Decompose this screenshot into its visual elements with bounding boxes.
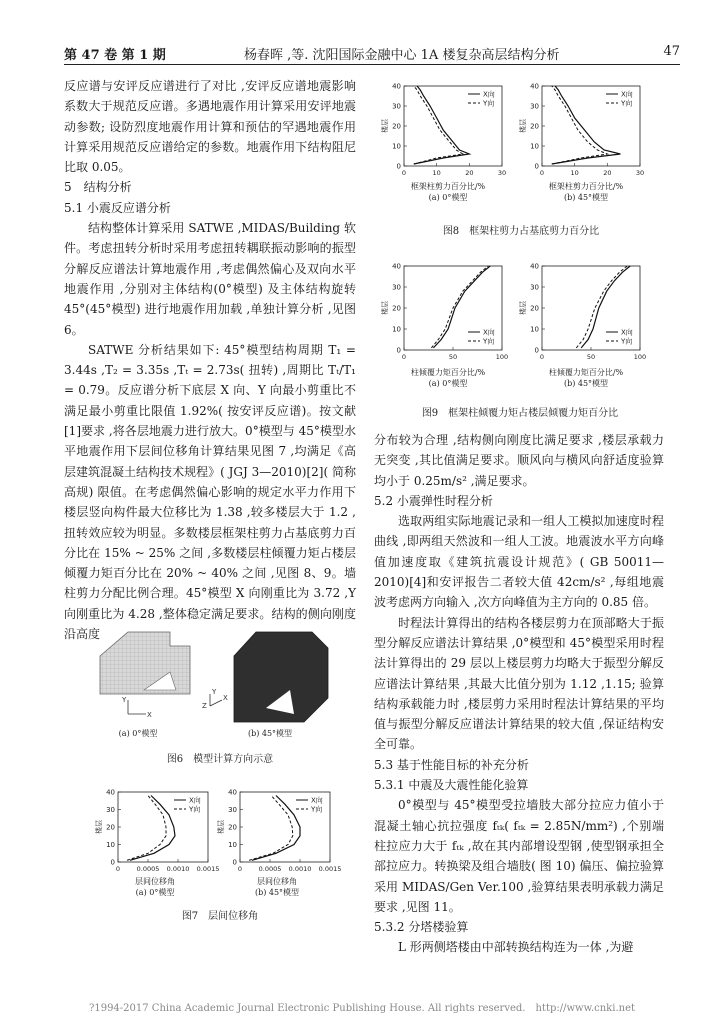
legend-label: Y向 xyxy=(621,99,633,108)
fig6-sub-a: (a) 0°模型 xyxy=(118,729,158,738)
y-axis-label: 楼层 xyxy=(519,301,527,315)
series-line-y xyxy=(431,266,488,348)
y-tick-label: 40 xyxy=(106,788,115,797)
subsubsection-heading: 5.3.2 分塔楼验算 xyxy=(374,920,469,935)
axis-x-label: X xyxy=(147,711,152,719)
paragraph: L 形两侧塔楼由中部转换结构连为一体 ,为避 xyxy=(398,940,634,955)
x-tick-label: 30 xyxy=(497,169,507,177)
y-tick-label: 0 xyxy=(396,346,401,355)
y-tick-label: 10 xyxy=(106,841,115,849)
x-tick-label: 0 xyxy=(115,865,121,873)
axis-glyph-0deg xyxy=(128,700,146,714)
y-tick-label: 30 xyxy=(530,283,539,292)
y-tick-label: 30 xyxy=(228,806,237,814)
paragraph: 时程法计算得出的结构各楼层剪力在顶部略大于振型分解反应谱法计算结果 ,0°模型和 45°模型采用时程法计算得出的 29 层以上楼层剪力均略大于振型分解反应谱法计算结果 ,其最大比值分别为 1.12 ,1.15; 验算结构承载能力时 ,楼层剪力采用时程法计算结果的平均值与振型分解反应谱法计算结果的较大值 ,保证结构安全可靠。 xyxy=(374,615,664,752)
fig7-sub-a: (a) 0°模型 xyxy=(135,888,175,897)
fig7-xlabel-b: 层间位移角 xyxy=(257,877,297,886)
y-tick-label: 40 xyxy=(530,262,539,271)
paragraph: SATWE 分析结果如下: 45°模型结构周期 T₁ = 3.44s ,T₂ = 3.35s ,Tₜ = 2.73s( 扭转) ,周期比 Tₜ/T₁ = 0.79。反应谱分析下底层 X 向、Y 向最小剪重比不满足最小剪重比限值 1.92%( 按安评反应谱)。按文献[1]要求 ,将各层地震力进行放大。0°模型与 45°模型水平地震作用下层间位移角计算结果见图 7 ,均满足《高层建筑混凝土结构技术规程》( JGJ 3—2010)[2]( 简称高规) 限值。在考虑偶然偏心影响的规定水平力作用下楼层竖向构件最大位移比为 1.38 ,较多楼层大于 1.2 ,扭转效应较为明显。多数楼层框架柱剪力占基底剪力百分比在 15% ~ 25% 之间 ,多数楼层柱倾覆力矩占楼层倾覆力矩百分比在 20% ~ 40% 之间 ,见图 8、9。墙柱剪力分配比例合理。45°模型 X 向刚重比为 3.72 ,Y 向刚重比为 4.28 ,整体稳定满足要求。结构的侧向刚度沿高度 xyxy=(64,342,356,642)
fig8a-chart xyxy=(380,80,508,180)
fig9-xlabel-a: 柱倾覆力矩百分比/% xyxy=(410,368,486,377)
x-tick-label: 100 xyxy=(495,353,509,361)
y-tick-label: 40 xyxy=(228,788,237,797)
copyright-footer: ?1994-2017 China Academic Journal Electronic Publishing House. All rights reserved. http://www.cnki.net xyxy=(88,1003,635,1014)
y-tick-label: 10 xyxy=(530,325,539,334)
x-tick-label: 0 xyxy=(401,169,407,177)
fig7b-chart xyxy=(216,786,342,876)
legend-label: X向 xyxy=(483,328,495,337)
fig8-sub-b: (b) 45°模型 xyxy=(563,193,609,202)
fig9a-chart xyxy=(380,260,508,364)
fig9-sub-b: (b) 45°模型 xyxy=(563,379,609,388)
y-tick-label: 40 xyxy=(392,82,401,91)
legend-label: X向 xyxy=(311,796,323,805)
x-tick-label: 0.0010 xyxy=(288,865,312,873)
x-tick-label: 0.0005 xyxy=(258,865,282,873)
paragraph: 分布较为合理 ,结构侧向刚度比满足要求 ,楼层承载力无突变 ,其比值满足要求。顺风向与横风向舒适度验算均小于 0.25m/s² ,满足要求。 xyxy=(374,433,664,488)
x-tick-label: 50 xyxy=(586,353,596,361)
legend-label: Y向 xyxy=(621,337,633,346)
article-title-header: 杨春晖 ,等. 沈阳国际金融中心 1A 楼复杂高层结构分析 xyxy=(244,48,560,63)
y-tick-label: 30 xyxy=(392,283,401,292)
axis-y-label: Y xyxy=(122,696,127,704)
fig9-xlabel-b: 柱倾覆力矩百分比/% xyxy=(548,368,624,377)
y-tick-label: 20 xyxy=(530,304,539,313)
x-tick-label: 20 xyxy=(465,169,474,177)
series-line-x xyxy=(552,86,621,164)
y-tick-label: 20 xyxy=(530,122,539,131)
x-tick-label: 100 xyxy=(633,353,647,361)
fig8-xlabel-a: 框架柱剪力百分比/% xyxy=(410,182,486,191)
fig8-caption: 图8 框架柱剪力占基底剪力百分比 xyxy=(442,226,600,237)
y-tick-label: 20 xyxy=(392,304,401,313)
series-line-y xyxy=(576,266,627,348)
fig6-caption: 图6 模型计算方向示意 xyxy=(166,754,274,765)
y-tick-label: 40 xyxy=(392,262,401,271)
fig7a-chart xyxy=(94,786,220,876)
legend-label: X向 xyxy=(483,90,495,99)
fig7-caption: 图7 层间位移角 xyxy=(181,911,259,922)
x-tick-label: 0.0010 xyxy=(166,865,190,873)
fig9-sub-a: (a) 0°模型 xyxy=(428,379,468,388)
x-tick-label: 0 xyxy=(539,353,545,361)
series-line-y xyxy=(414,86,463,164)
y-axis-label: 楼层 xyxy=(95,820,103,834)
y-tick-label: 0 xyxy=(110,858,115,867)
legend-label: Y向 xyxy=(311,805,323,814)
subsection-heading: 5.1 小震反应谱分析 xyxy=(64,200,171,215)
fig8-xlabel-b: 框架柱剪力百分比/% xyxy=(548,182,624,191)
axis-x-label-45: X xyxy=(223,694,228,702)
paragraph: 0°模型与 45°模型受拉墙肢大部分拉应力值小于混凝土轴心抗拉强度 fₜₖ( fₜₖ = 2.85N/mm²) ,个别端柱拉应力大于 fₜₖ ,故在其内部增设型钢 ,使型钢承担全部拉应力。转换梁及组合墙肢( 图 10) 偏压、偏拉验算采用 MIDAS/Gen Ver.100 ,验算结果表明承载力满足要求 ,见图 11。 xyxy=(374,798,664,914)
page-number: 47 xyxy=(663,44,680,59)
series-line-x xyxy=(433,266,490,348)
y-tick-label: 30 xyxy=(106,806,115,814)
y-tick-label: 10 xyxy=(392,142,401,151)
y-tick-label: 30 xyxy=(530,102,539,111)
x-tick-label: 0.0015 xyxy=(196,865,220,873)
legend-label: Y向 xyxy=(483,99,495,108)
paragraph: 反应谱与安评反应谱进行了对比 ,安评反应谱地震影响系数大于规范反应谱。多遇地震作用计算采用安评地震动参数; 设防烈度地震作用计算和预估的罕遇地震作用计算采用规范反应谱给定的参数。地震作用下结构阻尼比取 0.05。 xyxy=(64,79,356,175)
y-axis-label: 楼层 xyxy=(381,119,389,133)
subsection-heading: 5.3 基于性能目标的补充分析 xyxy=(374,757,529,772)
y-tick-label: 20 xyxy=(228,823,237,832)
y-tick-label: 10 xyxy=(530,142,539,151)
x-tick-label: 10 xyxy=(570,169,579,177)
legend-label: X向 xyxy=(621,328,633,337)
x-tick-label: 0 xyxy=(539,169,545,177)
fig6-models xyxy=(98,628,340,726)
left-column-text xyxy=(64,76,356,644)
subsection-heading: 5.2 小震弹性时程分析 xyxy=(374,493,493,508)
x-tick-label: 50 xyxy=(448,353,458,361)
journal-volume: 第 47 卷 第 1 期 xyxy=(64,48,166,63)
fig7-xlabel-a: 层间位移角 xyxy=(135,877,175,886)
y-tick-label: 20 xyxy=(392,122,401,131)
y-tick-label: 10 xyxy=(228,841,237,849)
y-axis-label: 楼层 xyxy=(519,119,527,133)
series-line-x xyxy=(252,796,300,861)
legend-label: X向 xyxy=(189,796,201,805)
axis-z-label: Z xyxy=(202,702,207,710)
x-tick-label: 0.0015 xyxy=(318,865,342,873)
x-tick-label: 10 xyxy=(432,169,441,177)
legend-label: X向 xyxy=(621,90,633,99)
y-tick-label: 0 xyxy=(534,346,539,355)
fig8-sub-a: (a) 0°模型 xyxy=(428,193,468,202)
y-tick-label: 30 xyxy=(392,102,401,111)
right-column-text xyxy=(374,430,664,958)
y-axis-label: 楼层 xyxy=(217,820,225,834)
paragraph: 选取两组实际地震记录和一组人工模拟加速度时程曲线 ,即两组天然波和一组人工波。地震波水平方向峰值加速度取《建筑抗震设计规范》( GB 50011—2010)[4]和安评报告二者较大值 42cm/s² ,每组地震波考虑两方向输入 ,次方向峰值为主方向的 0.85 倍。 xyxy=(374,514,664,610)
running-header xyxy=(64,40,680,65)
section-heading: 5 结构分析 xyxy=(64,180,132,195)
x-tick-label: 0 xyxy=(237,865,243,873)
y-tick-label: 0 xyxy=(534,162,539,171)
fig8b-chart xyxy=(518,80,646,180)
y-tick-label: 20 xyxy=(106,823,115,832)
axis-y-label-45: Y xyxy=(212,688,217,696)
y-tick-label: 40 xyxy=(530,82,539,91)
fig9b-chart xyxy=(518,260,646,364)
y-tick-label: 10 xyxy=(392,325,401,334)
model-0deg-plan xyxy=(100,632,190,694)
y-tick-label: 0 xyxy=(232,858,237,867)
legend-label: Y向 xyxy=(483,337,495,346)
series-line-y xyxy=(552,86,608,164)
x-tick-label: 0 xyxy=(401,353,407,361)
x-tick-label: 0.0005 xyxy=(136,865,160,873)
fig9-caption: 图9 框架柱倾覆力矩占楼层倾覆力矩百分比 xyxy=(421,408,619,419)
y-tick-label: 0 xyxy=(396,162,401,171)
y-axis-label: 楼层 xyxy=(381,301,389,315)
subsubsection-heading: 5.3.1 中震及大震性能化验算 xyxy=(374,778,529,793)
fig7-sub-b: (b) 45°模型 xyxy=(254,888,300,897)
x-tick-label: 20 xyxy=(603,169,612,177)
x-tick-label: 30 xyxy=(635,169,645,177)
legend-label: Y向 xyxy=(189,805,201,814)
paragraph: 结构整体计算采用 SATWE ,MIDAS/Building 软件。考虑扭转分析时采用考虑扭转耦联振动影响的振型分解反应谱法计算地震作用 ,考虑偶然偏心及双向水平地震作用 ,分别对主体结构(0°模型) 及主体结构旋转 45°(45°模型) 进行地震作用加载 ,单独计算分析 ,见图 6。 xyxy=(64,221,356,337)
fig6-sub-b: (b) 45°模型 xyxy=(247,729,293,738)
